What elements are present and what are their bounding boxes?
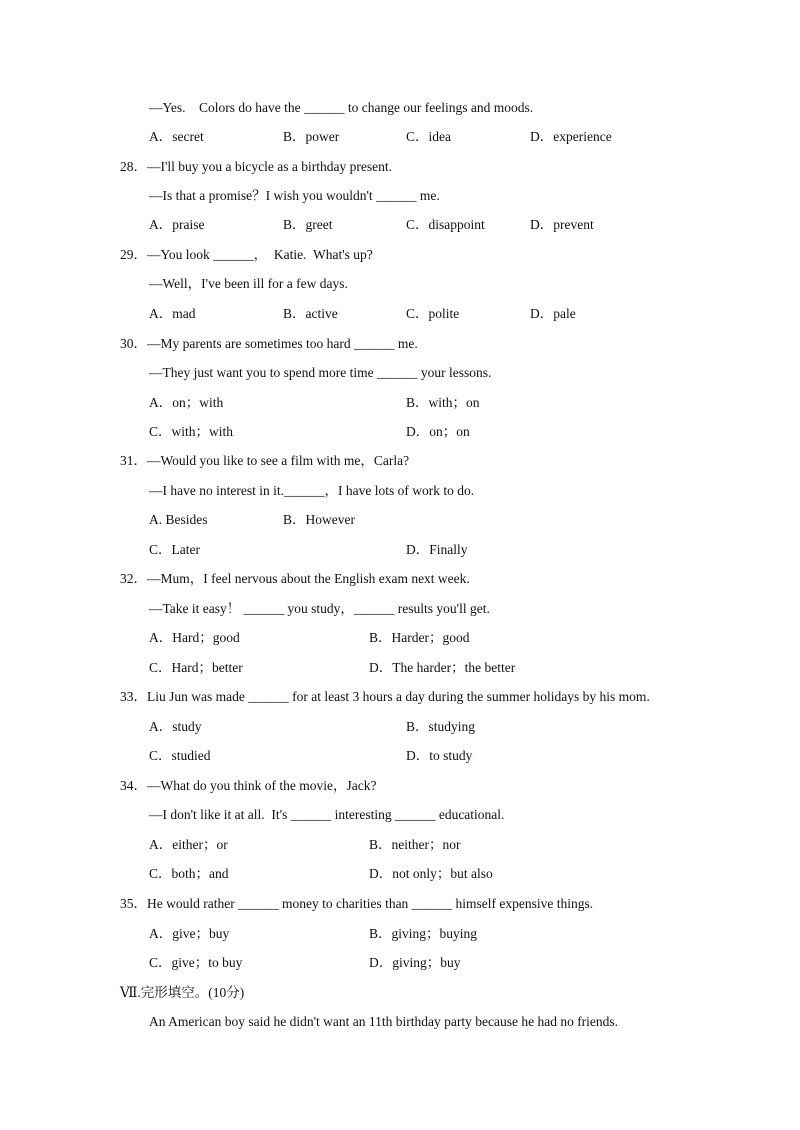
q32-option-d: D．The harder；the better bbox=[369, 660, 516, 675]
q27-option-b: B．power bbox=[283, 129, 340, 144]
q31-option-c: C．Later bbox=[149, 542, 200, 557]
q27-option-d: D．experience bbox=[530, 129, 612, 144]
q34-option-a: A．either；or bbox=[149, 837, 228, 852]
q35-option-c: C．give；to buy bbox=[149, 955, 243, 970]
q28-option-b: B．greet bbox=[283, 217, 333, 232]
q33-option-a: A．study bbox=[149, 719, 202, 734]
q31-answer-line: —I have no interest in it.______，I have lots of work to do. bbox=[149, 483, 475, 498]
q35-question: 35．He would rather ______ money to charities than ______ himself expensive things. bbox=[120, 896, 594, 911]
q27-answer-line: —Yes. Colors do have the ______ to change our feelings and moods. bbox=[149, 100, 534, 115]
q31-option-b: B．However bbox=[283, 512, 355, 527]
q33-option-b: B．studying bbox=[406, 719, 476, 734]
q29-option-d: D．pale bbox=[530, 306, 576, 321]
q33-option-d: D．to study bbox=[406, 748, 473, 763]
q30-option-b: B．with；on bbox=[406, 395, 480, 410]
q29-option-c: C．polite bbox=[406, 306, 460, 321]
q31-question: 31．—Would you like to see a film with me，Carla? bbox=[120, 453, 410, 468]
q29-option-b: B．active bbox=[283, 306, 338, 321]
q32-option-a: A．Hard；good bbox=[149, 630, 240, 645]
q30-question: 30．—My parents are sometimes too hard ______ me. bbox=[120, 336, 418, 351]
passage-intro: An American boy said he didn't want an 11th birthday party because he had no friends. bbox=[149, 1014, 619, 1029]
q34-question: 34．—What do you think of the movie，Jack? bbox=[120, 778, 377, 793]
q32-option-c: C．Hard；better bbox=[149, 660, 243, 675]
q30-answer-line: —They just want you to spend more time ______ your lessons. bbox=[149, 365, 492, 380]
q31-option-d: D．Finally bbox=[406, 542, 468, 557]
q31-option-a: A. Besides bbox=[149, 512, 208, 527]
q32-option-b: B．Harder；good bbox=[369, 630, 470, 645]
q32-question: 32．—Mum，I feel nervous about the English exam next week. bbox=[120, 571, 470, 586]
q34-option-b: B．neither；nor bbox=[369, 837, 461, 852]
q33-option-c: C．studied bbox=[149, 748, 211, 763]
q34-option-d: D．not only；but also bbox=[369, 866, 493, 881]
q34-answer-line: —I don't like it at all. It's ______ interesting ______ educational. bbox=[149, 807, 505, 822]
q33-question: 33．Liu Jun was made ______ for at least 3 hours a day during the summer holidays by his mom. bbox=[120, 689, 650, 704]
q29-option-a: A．mad bbox=[149, 306, 196, 321]
q35-option-d: D．giving；buy bbox=[369, 955, 461, 970]
q30-option-a: A．on；with bbox=[149, 395, 224, 410]
q28-option-a: A．praise bbox=[149, 217, 205, 232]
q32-answer-line: —Take it easy！ ______ you study，______ results you'll get. bbox=[149, 601, 490, 616]
q27-option-a: A．secret bbox=[149, 129, 204, 144]
q30-option-c: C．with；with bbox=[149, 424, 234, 439]
q28-option-d: D．prevent bbox=[530, 217, 594, 232]
q28-question: 28．—I'll buy you a bicycle as a birthday present. bbox=[120, 159, 392, 174]
q35-option-b: B．giving；buying bbox=[369, 926, 478, 941]
q27-option-c: C．idea bbox=[406, 129, 451, 144]
q29-answer-line: —Well，I've been ill for a few days. bbox=[149, 276, 348, 291]
q28-answer-line: —Is that a promise？I wish you wouldn't ______ me. bbox=[149, 188, 440, 203]
q28-option-c: C．disappoint bbox=[406, 217, 485, 232]
q29-question: 29．—You look ______， Katie. What's up? bbox=[120, 247, 373, 262]
q35-option-a: A．give；buy bbox=[149, 926, 230, 941]
q34-option-c: C．both；and bbox=[149, 866, 229, 881]
q30-option-d: D．on；on bbox=[406, 424, 470, 439]
section-heading: Ⅶ.完形填空。(10分) bbox=[120, 985, 245, 1000]
